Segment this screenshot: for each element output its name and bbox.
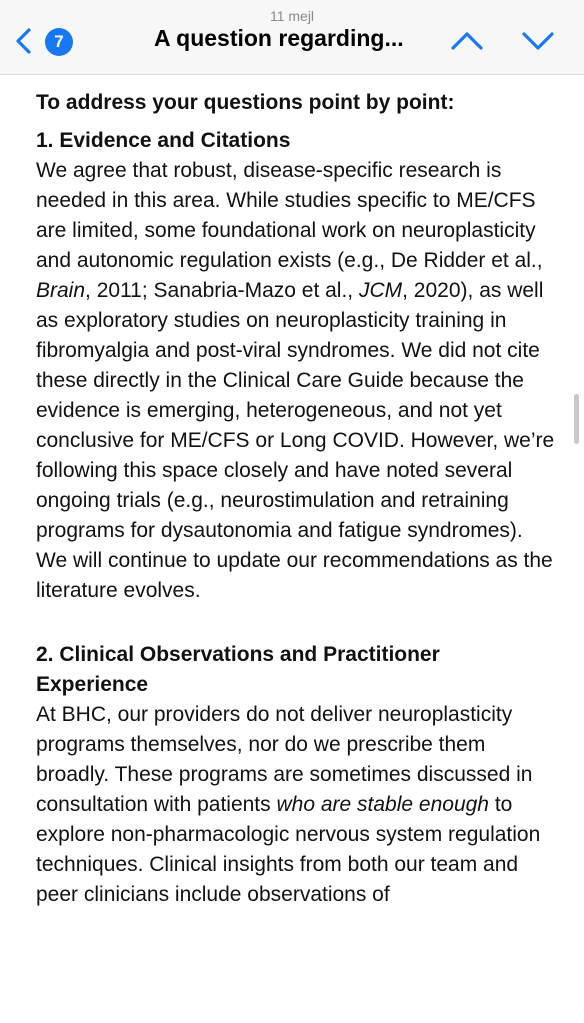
chevron-left-icon <box>14 26 34 56</box>
unread-count-badge[interactable]: 7 <box>45 28 73 56</box>
journal-brain: Brain <box>36 279 86 302</box>
section-1-heading: 1. Evidence and Citations <box>36 129 291 152</box>
section-1-text-c: , 2020), as well as exploratory studies on neuroplasticity training in fibromyalgia and post-viral syndromes. We did not cite these directly in the Clinical Care Guide because the evidence is emerging, heterogeneous, and not yet conclusive for ME/CFS or Long COVID. However, we’re following this space closely and have noted several ongoing trials (e.g., neurostimulation and retraining programs for dysautonomia and fatigue syndromes). We will continue to update our recommendations as the literature evolves. <box>36 279 555 602</box>
section-1-text-b: , 2011; Sanabria-Mazo et al., <box>85 279 359 302</box>
section-1-text-a: We agree that robust, disease-specific research is needed in this area. While studies specific to ME/CFS are limited, some foundational work on neuroplasticity and autonomic regulation exists (e.g., De Ridder et al., <box>36 159 543 272</box>
chevron-up-icon <box>450 30 484 52</box>
journal-jcm: JCM <box>358 279 403 302</box>
scrollbar[interactable] <box>574 394 579 444</box>
next-message-button[interactable] <box>520 26 556 56</box>
email-subject-title: A question regarding... <box>154 25 404 51</box>
section-2-text-b: to explore non-pharmacologic nervous system regulation techniques. Clinical insights from both our team and peer clinicians include observations of <box>36 793 541 906</box>
back-button[interactable] <box>10 26 38 56</box>
chevron-down-icon <box>521 30 555 52</box>
section-1-paragraph <box>36 156 556 606</box>
section-2-text-a: At BHC, our providers do not deliver neuroplasticity programs themselves, nor do we prescribe them broadly. These programs are sometimes discussed in consultation with patients <box>36 703 533 816</box>
section-2-paragraph <box>36 700 556 910</box>
section-2-emphasis: who are stable enough <box>276 793 489 816</box>
section-2-heading: 2. Clinical Observations and Practitioner Experience <box>36 643 440 696</box>
previous-message-button[interactable] <box>449 26 485 56</box>
email-body <box>36 88 556 910</box>
intro-heading: To address your questions point by point: <box>36 91 455 114</box>
email-header <box>0 0 584 75</box>
message-count: 11 mejl <box>269 8 315 24</box>
